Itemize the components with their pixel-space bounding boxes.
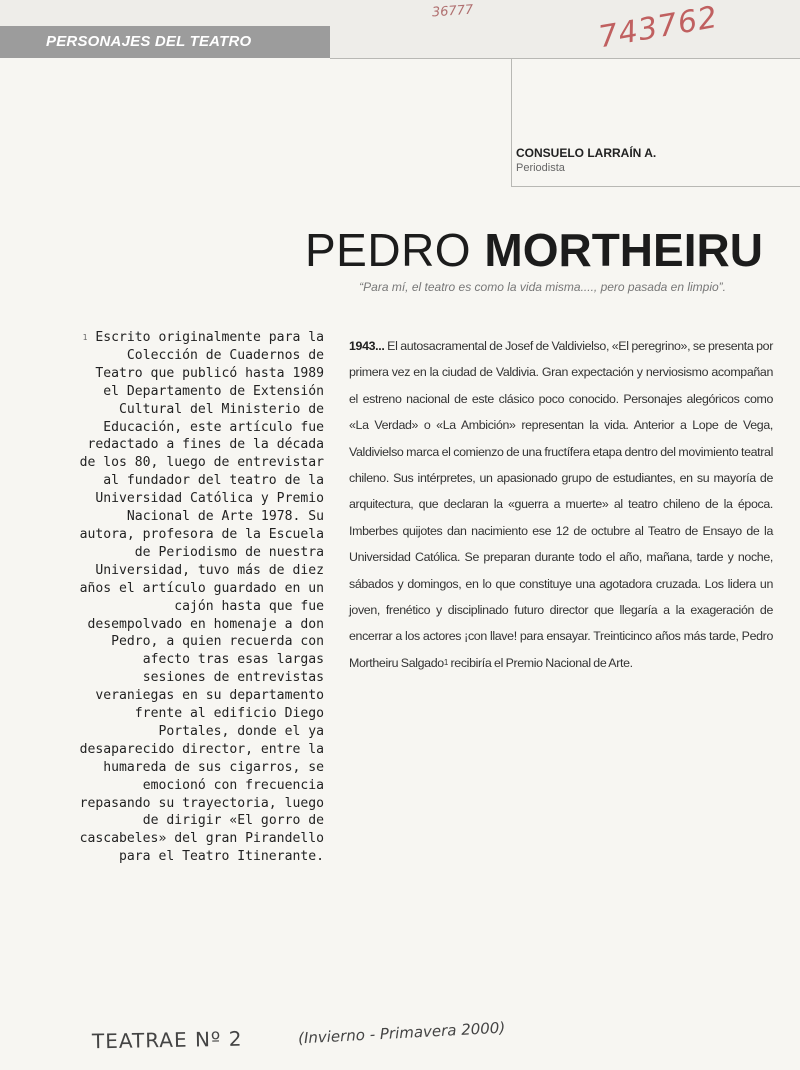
author-name: CONSUELO LARRAÍN A.	[516, 146, 657, 160]
body-year: 1943...	[349, 339, 385, 353]
author-role: Periodista	[516, 162, 565, 174]
title-last-name: MORTHEIRU	[484, 224, 763, 276]
body-footnote-mark: 1	[443, 657, 448, 667]
handwritten-journal: TEATRAE Nº 2	[91, 1026, 243, 1054]
handwritten-season: (Invierno - Primavera 2000)	[297, 1018, 506, 1048]
footnote-text: Escrito originalmente para la Colección de Cuadernos de Teatro que publicó hasta 1989 el Departamento de Extensión Cultural del Ministerio de Educación, este artículo fue redactado a fines de la década de los 80, luego de entrevistar al fundador del teatro de la Universidad Católica y Premio Nacional de Arte 1978. Su autora, profesora de la Escuela de Periodismo de nuestra Universidad, tuvo más de diez años el artículo guardado en un cajón hasta que fue desempolvado en homenaje a don Pedro, a quien recuerda con afecto tras esas largas sesiones de entrevistas veraniegas en su departamento frente al edificio Diego Portales, donde el ya desaparecido director, entre la humareda de sus cigarros, se emocionó con frecuencia repasando su trayectoria, luego de dirigir «El gorro de cascabeles» del gran Pirandello para el Teatro Itinerante.	[79, 330, 324, 865]
body-text-end: recibiría el Premio Nacional de Arte.	[447, 655, 633, 670]
header-rule	[330, 58, 800, 59]
article-title	[305, 224, 763, 276]
byline-bottom-rule	[511, 186, 800, 187]
footnote-mark: 1	[82, 333, 88, 342]
article-quote: “Para mí, el teatro es como la vida misma...., pero pasada en limpio”.	[359, 280, 726, 294]
section-label: PERSONAJES DEL TEATRO	[46, 33, 252, 50]
title-first-name: PEDRO	[305, 224, 485, 276]
footnote-column	[72, 329, 324, 866]
handwritten-code-large: 743762	[595, 0, 721, 56]
body-text: El autosacramental de Josef de Valdivielso, «El peregrino», se presenta por primera vez en la ciudad de Valdivia. Gran expectación y nerviosismo acompañan el estreno nacional de este clásico poco conocido. Personajes alegóricos como «La Verdad» o «La Ambición» representan la vida. Anterior a Lope de Vega, Valdivielso marca el comienzo de una fructífera etapa dentro del movimiento teatral chileno. Sus intérpretes, un apasionado grupo de estudiantes, en su mayoría de arquitectura, que declaran la «guerra a muerte» al teatro chileno de la época. Imberbes quijotes dan nacimiento ese 12 de octubre al Teatro de Ensayo de la Universidad Católica. Se preparan durante todo el año, mañana, tarde y noche, sábados y domingos, en lo que constituye una agotadora cruzada. Los lidera un joven, frenético y disciplinado futuro director que llegaría a la exageración de encerrar a los actores ¡con llave! para ensayar. Treinticinco años más tarde, Pedro Mortheiru Salgado	[349, 339, 773, 670]
handwritten-code-small: 36777	[431, 2, 474, 21]
byline-rule	[511, 58, 512, 186]
body-column	[349, 333, 773, 676]
